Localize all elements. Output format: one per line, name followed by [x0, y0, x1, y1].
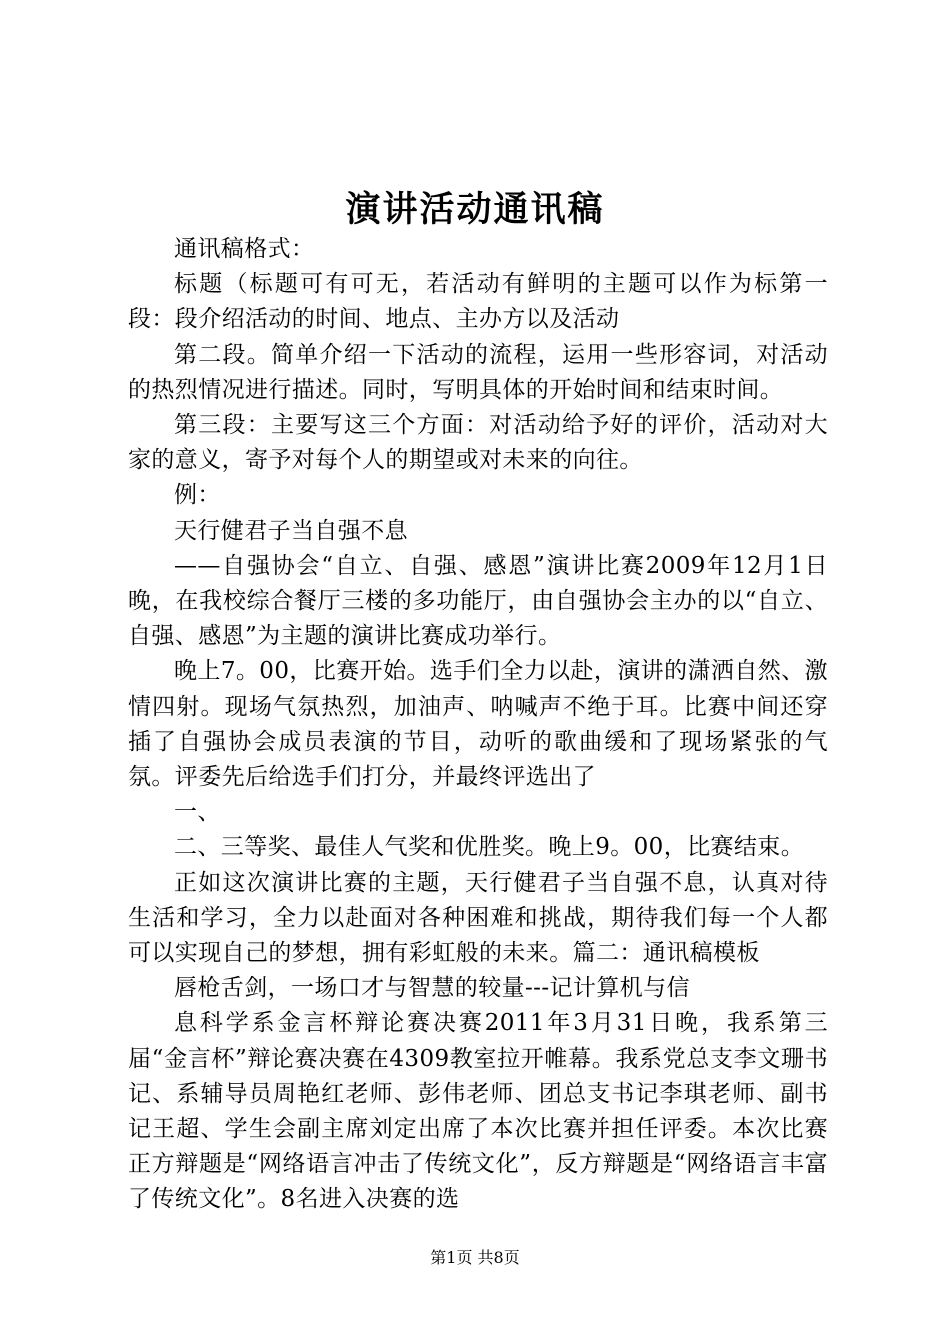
page-number-footer: 第1页 共8页 [430, 1248, 520, 1267]
paragraph: 标题（标题可有可无，若活动有鲜明的主题可以作为标第一段：段介绍活动的时间、地点、主办方以及活动 [128, 271, 828, 333]
paragraph: 晚上7。00，比赛开始。选手们全力以赴，演讲的潇洒自然、激情四射。现场气氛热烈，加油声、呐喊声不绝于耳。比赛中间还穿插了自强协会成员表演的节目，动听的歌曲缓和了现场紧张的气氛。评委先后给选手们打分，并最终评选出了 [128, 658, 828, 791]
paragraph: 天行健君子当自强不息 [174, 517, 408, 544]
paragraph: 正如这次演讲比赛的主题，天行健君子当自强不息，认真对待生活和学习，全力以赴面对各种困难和挑战，期待我们每一个人都可以实现自己的梦想，拥有彩虹般的未来。篇二：通讯稿模板 [128, 869, 828, 967]
document-body [128, 232, 828, 1218]
paragraph: 通讯稿格式： [174, 236, 315, 262]
paragraph: 息科学系金言杯辩论赛决赛2011年3月31日晚，我系第三届“金言杯”辩论赛决赛在4309教室拉开帷幕。我系党总支李文珊书记、系辅导员周艳红老师、彭伟老师、团总支书记李琪老师、副书记王超、学生会副主席刘定出席了本次比赛并担任评委。本次比赛正方辩题是“网络语言冲击了传统文化”，反方辩题是“网络语言丰富了传统文化”。8名进入决赛的选 [128, 1010, 828, 1213]
paragraph: 第二段。简单介绍一下活动的流程，运用一些形容词，对活动的热烈情况进行描述。同时，写明具体的开始时间和结束时间。 [128, 341, 828, 403]
paragraph: ——自强协会“自立、自强、感恩”演讲比赛2009年12月1日晚，在我校综合餐厅三楼的多功能厅，由自强协会主办的以“自立、自强、感恩”为主题的演讲比赛成功举行。 [128, 552, 828, 650]
paragraph: 例： [174, 482, 221, 509]
paragraph: 二、三等奖、最佳人气奖和优胜奖。晚上9。00，比赛结束。 [174, 834, 805, 861]
paragraph: 第三段：主要写这三个方面：对活动给予好的评价，活动对大家的意义，寄予对每个人的期望或对未来的向往。 [128, 412, 828, 474]
paragraph: 唇枪舌剑，一场口才与智慧的较量---记计算机与信 [174, 975, 690, 1002]
paragraph: 一、 [174, 799, 221, 826]
document-title: 演讲活动通讯稿 [345, 189, 605, 230]
